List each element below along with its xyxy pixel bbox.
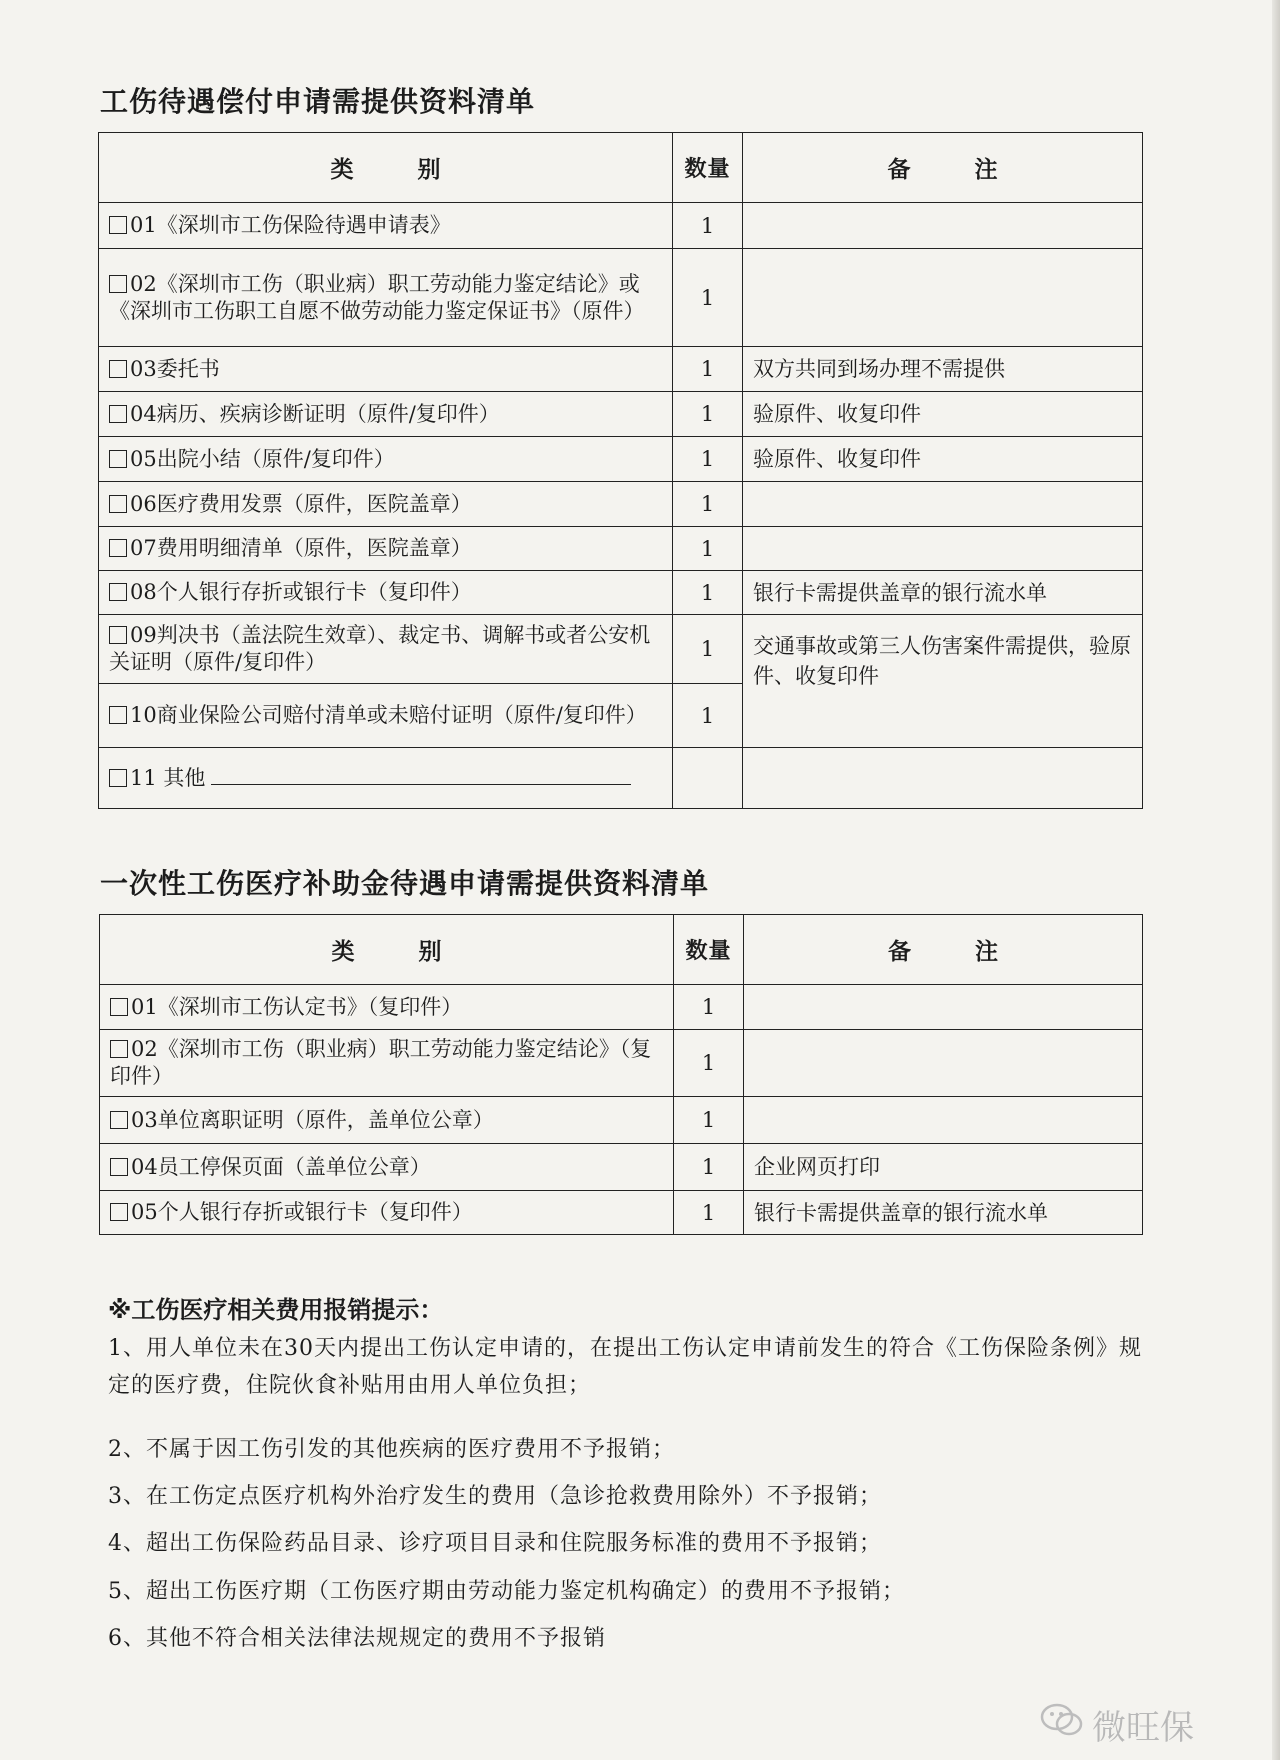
tip-item: 1、用人单位未在30天内提出工伤认定申请的，在提出工伤认定申请前发生的符合《工伤保险条例》规定的医疗费，住院伙食补贴用由用人单位负担； (108, 1336, 1142, 1398)
qty-cell: 1 (673, 527, 743, 571)
table1 (98, 132, 1143, 809)
item-label: 07费用明细清单（原件，医院盖章） (130, 536, 472, 560)
note-cell: 双方共同到场办理不需提供 (743, 347, 1143, 392)
checkbox[interactable] (110, 1203, 128, 1221)
note-cell (743, 748, 1143, 809)
checkbox[interactable] (110, 998, 128, 1016)
item-cell (99, 437, 673, 482)
qty-cell: 1 (673, 437, 743, 482)
table-row (99, 437, 1143, 482)
wechat-logo-icon (1040, 1702, 1084, 1747)
tips-title: ※工伤医疗相关费用报销提示： (108, 1296, 444, 1324)
checkbox[interactable] (109, 216, 127, 234)
qty-cell: 1 (673, 571, 743, 615)
note-cell (743, 203, 1143, 249)
qty-cell: 1 (674, 1191, 744, 1235)
checkbox[interactable] (109, 706, 127, 724)
checkbox[interactable] (109, 450, 127, 468)
item-cell (99, 249, 673, 347)
header-quantity: 数量 (673, 133, 743, 203)
item-label: 04员工停保页面（盖单位公章） (131, 1154, 431, 1179)
note-cell (743, 527, 1143, 571)
note-cell-merged: 交通事故或第三人伤害案件需提供，验原件、收复印件 (743, 615, 1143, 748)
table-row (100, 1097, 1143, 1144)
tip-item: 6、其他不符合相关法律法规规定的费用不予报销 (108, 1626, 606, 1651)
note-cell (744, 1097, 1143, 1144)
checkbox[interactable] (109, 626, 127, 644)
checkbox[interactable] (110, 1040, 128, 1058)
item-label: 01《深圳市工伤保险待遇申请表》 (130, 213, 451, 237)
checkbox[interactable] (109, 495, 127, 513)
header-category: 类 别 (99, 133, 673, 203)
table-row (99, 482, 1143, 527)
qty-cell: 1 (673, 684, 743, 748)
watermark (1040, 1700, 1194, 1749)
table-row (99, 392, 1143, 437)
table-row (100, 1030, 1143, 1097)
item-label: 03单位离职证明（原件，盖单位公章） (131, 1107, 494, 1132)
item-label: 08个人银行存折或银行卡（复印件） (130, 580, 472, 604)
item-label: 01《深圳市工伤认定书》（复印件） (131, 994, 463, 1019)
checkbox[interactable] (109, 583, 127, 601)
item-cell (100, 1030, 674, 1097)
watermark-text: 微旺保 (1092, 1708, 1194, 1748)
note-cell: 企业网页打印 (744, 1144, 1143, 1191)
item-cell (99, 527, 673, 571)
note-cell (743, 249, 1143, 347)
qty-cell: 1 (674, 985, 744, 1030)
checkbox[interactable] (109, 539, 127, 557)
item-cell (99, 203, 673, 249)
table-row (100, 1191, 1143, 1235)
item-label: 05出院小结（原件/复印件） (130, 446, 395, 471)
note-cell (744, 985, 1143, 1030)
tip-item: 4、超出工伤保险药品目录、诊疗项目目录和住院服务标准的费用不予报销； (108, 1531, 882, 1556)
qty-cell: 1 (674, 1097, 744, 1144)
table-row (99, 527, 1143, 571)
table-row (99, 249, 1143, 347)
tip-item: 2、不属于因工伤引发的其他疾病的医疗费用不予报销； (108, 1437, 675, 1462)
item-cell (100, 985, 674, 1030)
item-cell (100, 1097, 674, 1144)
table-row (100, 1144, 1143, 1191)
qty-cell (673, 748, 743, 809)
fill-in-line[interactable] (211, 766, 631, 785)
qty-cell: 1 (674, 1144, 744, 1191)
qty-cell: 1 (673, 347, 743, 392)
table-row (99, 571, 1143, 615)
header-category: 类 别 (100, 915, 674, 985)
item-label: 10商业保险公司赔付清单或未赔付证明（原件/复印件） (130, 703, 647, 727)
checkbox[interactable] (109, 405, 127, 423)
note-cell (743, 482, 1143, 527)
item-label: 02《深圳市工伤（职业病）职工劳动能力鉴定结论》（复印件） (110, 1037, 652, 1088)
qty-cell: 1 (673, 203, 743, 249)
table2-header-row (100, 915, 1143, 985)
item-cell (99, 482, 673, 527)
table-row (100, 985, 1143, 1030)
item-cell (99, 571, 673, 615)
checkbox[interactable] (110, 1158, 128, 1176)
item-cell (99, 615, 673, 684)
item-label: 05个人银行存折或银行卡（复印件） (131, 1200, 473, 1224)
note-cell: 验原件、收复印件 (743, 437, 1143, 482)
checkbox[interactable] (109, 275, 127, 293)
checkbox[interactable] (109, 360, 127, 378)
item-label: 03委托书 (130, 356, 220, 381)
header-quantity: 数量 (674, 915, 744, 985)
qty-cell: 1 (674, 1030, 744, 1097)
checkbox[interactable] (110, 1111, 128, 1129)
table1-title: 工伤待遇偿付申请需提供资料清单 (100, 85, 536, 118)
item-cell (100, 1191, 674, 1235)
table2 (99, 914, 1143, 1235)
item-cell (99, 392, 673, 437)
tip-item: 5、超出工伤医疗期（工伤医疗期由劳动能力鉴定机构确定）的费用不予报销； (108, 1579, 905, 1604)
table-row (99, 615, 1143, 684)
item-cell (100, 1144, 674, 1191)
item-cell (99, 347, 673, 392)
note-cell: 验原件、收复印件 (743, 392, 1143, 437)
item-label: 06医疗费用发票（原件，医院盖章） (130, 491, 472, 516)
qty-cell: 1 (673, 392, 743, 437)
item-label: 02《深圳市工伤（职业病）职工劳动能力鉴定结论》或《深圳市工伤职工自愿不做劳动能力鉴定保证书》（原件） (109, 271, 645, 323)
header-note: 备 注 (743, 133, 1143, 203)
note-cell: 银行卡需提供盖章的银行流水单 (743, 571, 1143, 615)
tip-item: 3、在工伤定点医疗机构外治疗发生的费用（急诊抢救费用除外）不予报销； (108, 1484, 882, 1509)
table1-header-row (99, 133, 1143, 203)
table2-title: 一次性工伤医疗补助金待遇申请需提供资料清单 (100, 867, 710, 900)
note-cell: 银行卡需提供盖章的银行流水单 (744, 1191, 1143, 1235)
checkbox[interactable] (109, 769, 127, 787)
table-row (99, 347, 1143, 392)
item-cell (99, 748, 673, 809)
note-cell (744, 1030, 1143, 1097)
qty-cell: 1 (673, 482, 743, 527)
item-label: 11 其他 (130, 765, 206, 790)
qty-cell: 1 (673, 249, 743, 347)
item-label: 04病历、疾病诊断证明（原件/复印件） (130, 401, 500, 426)
page-edge (1272, 0, 1280, 1760)
table-row (99, 748, 1143, 809)
qty-cell: 1 (673, 615, 743, 684)
table-row (99, 203, 1143, 249)
item-label: 09判决书（盖法院生效章）、裁定书、调解书或者公安机关证明（原件/复印件） (109, 623, 651, 674)
header-note: 备 注 (744, 915, 1143, 985)
item-cell (99, 684, 673, 748)
